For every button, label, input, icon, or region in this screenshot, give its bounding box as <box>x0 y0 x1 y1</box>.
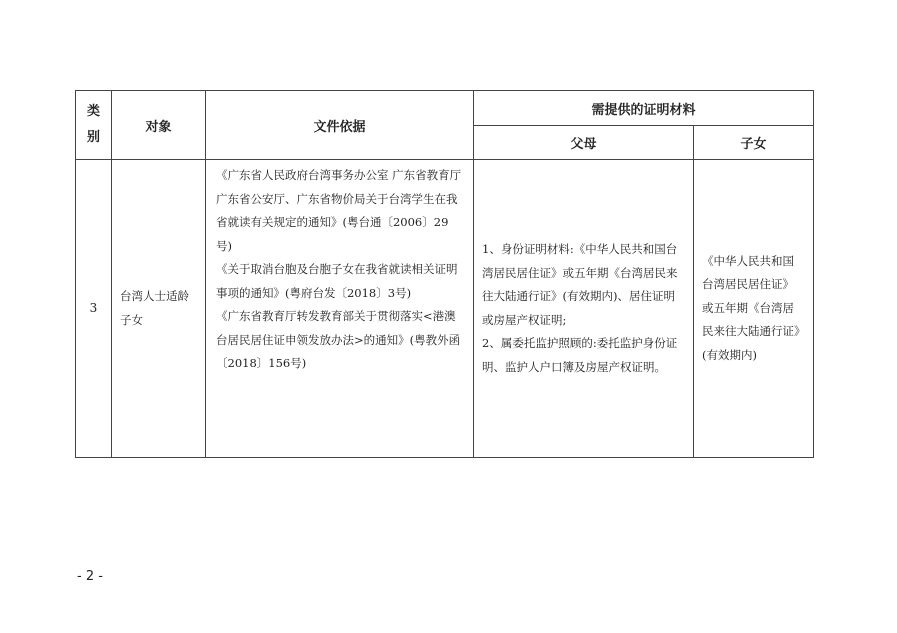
page-number: - 2 - <box>77 569 103 584</box>
header-target: 对象 <box>112 91 206 160</box>
header-materials: 需提供的证明材料 <box>474 91 814 126</box>
header-parents: 父母 <box>474 126 694 160</box>
requirements-table <box>75 90 814 458</box>
parents-item-1: 1、身份证明材料:《中华人民共和国台湾居民居住证》或五年期《台湾居民来往大陆通行证》(有效期内)、居住证明或房屋产权证明; <box>482 242 678 327</box>
header-category: 类 别 <box>76 91 112 160</box>
row-parents-materials <box>474 160 694 458</box>
row-children-materials: 《中华人民共和国台湾居民居住证》或五年期《台湾居民来往大陆通行证》(有效期内) <box>694 160 814 458</box>
basis-document-2: 《关于取消台胞及台胞子女在我省就读相关证明事项的通知》(粤府台发〔2018〕3号) <box>216 262 458 300</box>
row-basis <box>206 160 474 458</box>
table-row <box>76 160 814 458</box>
basis-document-3: 《广东省教育厅转发教育部关于贯彻落实<港澳台居民居住证申领发放办法>的通知》(粤教外函〔2018〕156号) <box>216 309 461 370</box>
row-number: 3 <box>76 160 112 458</box>
basis-document-1: 《广东省人民政府台湾事务办公室 广东省教育厅 广东省公安厅、广东省物价局关于台湾学生在我省就读有关规定的通知》(粤台通〔2006〕29号) <box>216 168 462 253</box>
header-children: 子女 <box>694 126 814 160</box>
parents-item-2: 2、属委托监护照顾的:委托监护身份证明、监护人户口簿及房屋产权证明。 <box>482 336 678 374</box>
header-basis: 文件依据 <box>206 91 474 160</box>
row-target: 台湾人士适龄子女 <box>112 160 206 458</box>
